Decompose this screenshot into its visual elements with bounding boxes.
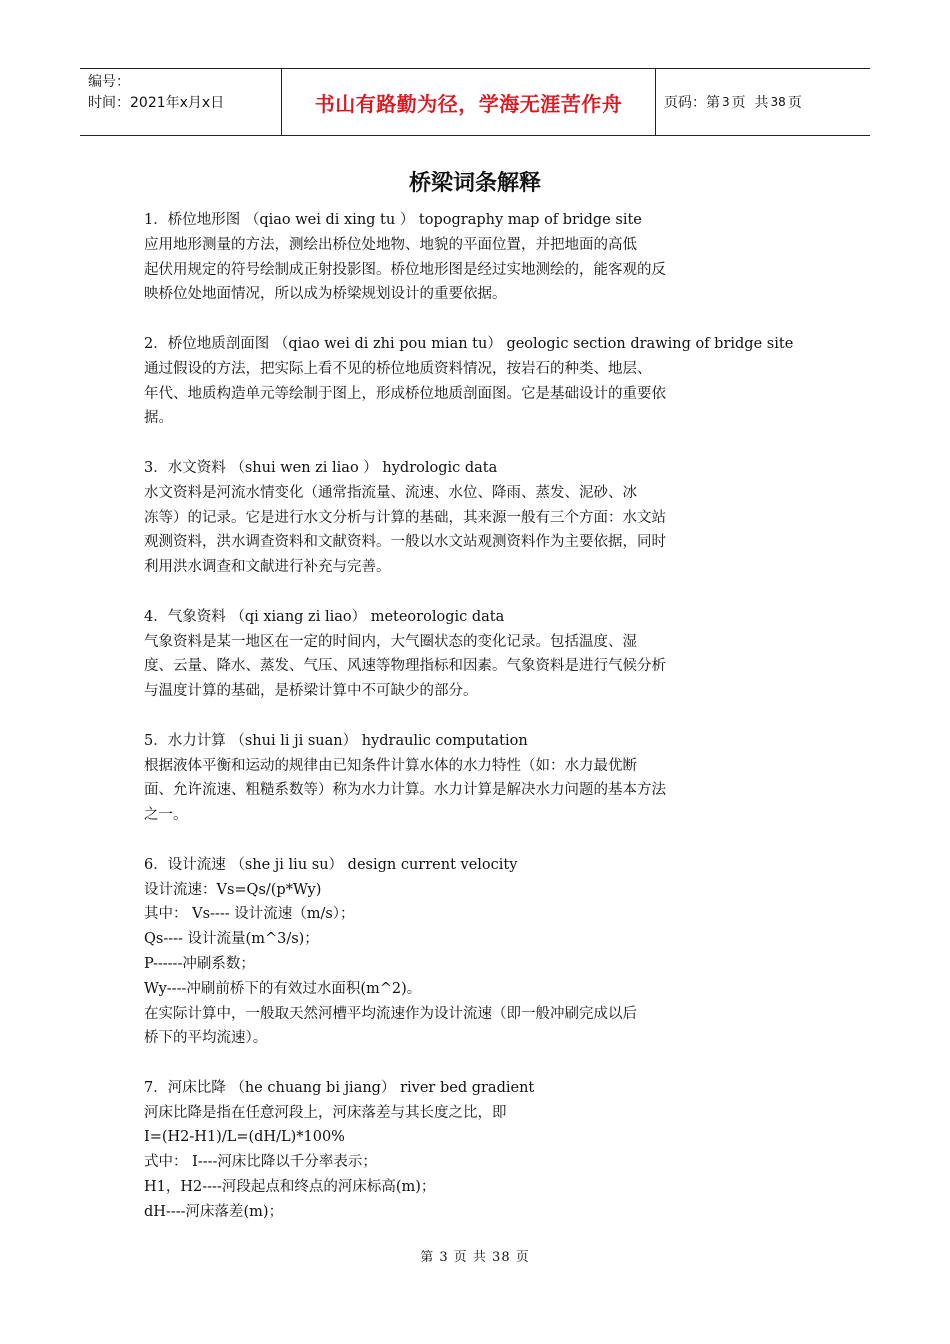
term-entry	[144, 456, 804, 580]
entry-spacer	[144, 828, 804, 853]
term-text-line: 映桥位处地面情况，所以成为桥梁规划设计的重要依据。	[144, 286, 507, 303]
term-text-line: 设计流速：Vs=Qs/(p*Wy)	[144, 881, 322, 898]
entry-spacer	[144, 704, 804, 729]
term-text-line: 气象资料是某一地区在一定的时间内，大气圈状态的变化记录。包括温度、湿	[144, 633, 637, 650]
term-text-line: 通过假设的方法，把实际上看不见的桥位地质资料情况，按岩石的种类、地层、	[144, 360, 652, 377]
term-text-line: 根据液体平衡和运动的规律由已知条件计算水体的水力特性（如：水力最优断	[144, 757, 637, 774]
term-heading: 7．河床比降 （he chuang bi jiang） river bed gradient	[144, 1079, 535, 1096]
entry-spacer	[144, 1051, 804, 1076]
term-entry	[144, 605, 804, 704]
term-heading: 4．气象资料 （qi xiang zi liao） meteorologic data	[144, 608, 505, 625]
entry-spacer	[144, 307, 804, 332]
entry-spacer	[144, 431, 804, 456]
term-text-line: 式中： I----河床比降以千分率表示；	[144, 1154, 377, 1171]
term-text-line: 桥下的平均流速）。	[144, 1030, 268, 1047]
entry-spacer	[144, 580, 804, 605]
term-text-line: dH----河床落差(m)；	[144, 1203, 284, 1220]
term-entry	[144, 208, 804, 307]
motto-text: 书山有路勤为径，学海无涯苦作舟	[314, 91, 623, 116]
term-text-line: 据。	[144, 410, 173, 427]
term-text-line: 之一。	[144, 807, 188, 824]
term-text-line: 年代、地质构造单元等绘制于图上，形成桥位地质剖面图。它是基础设计的重要依	[144, 385, 666, 402]
term-text-line: 与温度计算的基础，是桥梁计算中不可缺少的部分。	[144, 683, 478, 700]
page-total: 38	[770, 95, 786, 109]
term-text-line: Wy----冲刷前桥下的有效过水面积(m^2)。	[144, 980, 422, 997]
page-number: 3	[722, 95, 730, 109]
document-body	[144, 208, 804, 1225]
term-text-line: Qs---- 设计流量(m^3/s)；	[144, 931, 319, 948]
term-heading: 1．桥位地形图 （qiao wei di xing tu ） topography map of bridge site	[144, 212, 642, 228]
term-text-line: I=(H2-H1)/L=(dH/L)*100%	[144, 1129, 345, 1146]
code-label: 编号：	[88, 74, 130, 90]
header-meta-cell	[80, 69, 282, 135]
term-entry	[144, 729, 804, 828]
term-entry	[144, 332, 804, 431]
page-mid: 页 共	[731, 95, 769, 111]
term-text-line: 观测资料，洪水调查资料和文献资料。一般以水文站观测资料作为主要依据，同时	[144, 534, 666, 551]
term-text-line: 利用洪水调查和文献进行补充与完善。	[144, 559, 391, 576]
time-label: 时间：2021年x月x日	[88, 95, 225, 111]
term-text-line: H1，H2----河段起点和终点的河床标高(m)；	[144, 1179, 436, 1196]
term-heading: 2．桥位地质剖面图 （qiao wei di zhi pou mian tu） geologic section drawing of bridge site	[144, 335, 794, 352]
term-text-line: 起伏用规定的符号绘制成正射投影图。桥位地形图是经过实地测绘的，能客观的反	[144, 261, 666, 278]
term-text-line: 应用地形测量的方法，测绘出桥位处地物、地貌的平面位置，并把地面的高低	[144, 236, 637, 253]
term-text-line: 面、允许流速、粗糙系数等）称为水力计算。水力计算是解决水力问题的基本方法	[144, 782, 666, 799]
term-heading: 5．水力计算 （shui li ji suan） hydraulic computation	[144, 732, 528, 749]
page-footer: 第 3 页 共 38 页	[420, 1250, 530, 1265]
term-text-line: 水文资料是河流水情变化（通常指流量、流速、水位、降雨、蒸发、泥砂、冰	[144, 484, 637, 501]
document-title: 桥梁词条解释	[408, 171, 541, 196]
page-suffix: 页	[787, 95, 802, 111]
term-text-line: 度、云量、降水、蒸发、气压、风速等物理指标和因素。气象资料是进行气候分析	[144, 658, 666, 675]
header-motto-cell	[282, 69, 656, 135]
term-text-line: 冻等）的记录。它是进行水文分析与计算的基础，其来源一般有三个方面：水文站	[144, 509, 666, 526]
term-text-line: 河床比降是指在任意河段上，河床落差与其长度之比，即	[144, 1104, 507, 1121]
term-entry	[144, 853, 804, 1051]
header-table	[80, 68, 870, 136]
header-page-cell	[656, 69, 870, 135]
term-entry	[144, 1076, 804, 1225]
page-prefix: 页码：第	[664, 95, 720, 111]
term-text-line: 在实际计算中，一般取天然河槽平均流速作为设计流速（即一般冲刷完成以后	[144, 1005, 637, 1022]
term-text-line: 其中： Vs---- 设计流速（m/s）；	[144, 906, 355, 923]
term-heading: 6．设计流速 （she ji liu su） design current velocity	[144, 856, 518, 873]
term-text-line: P------冲刷系数；	[144, 955, 255, 972]
term-heading: 3．水文资料 （shui wen zi liao ） hydrologic data	[144, 459, 498, 476]
